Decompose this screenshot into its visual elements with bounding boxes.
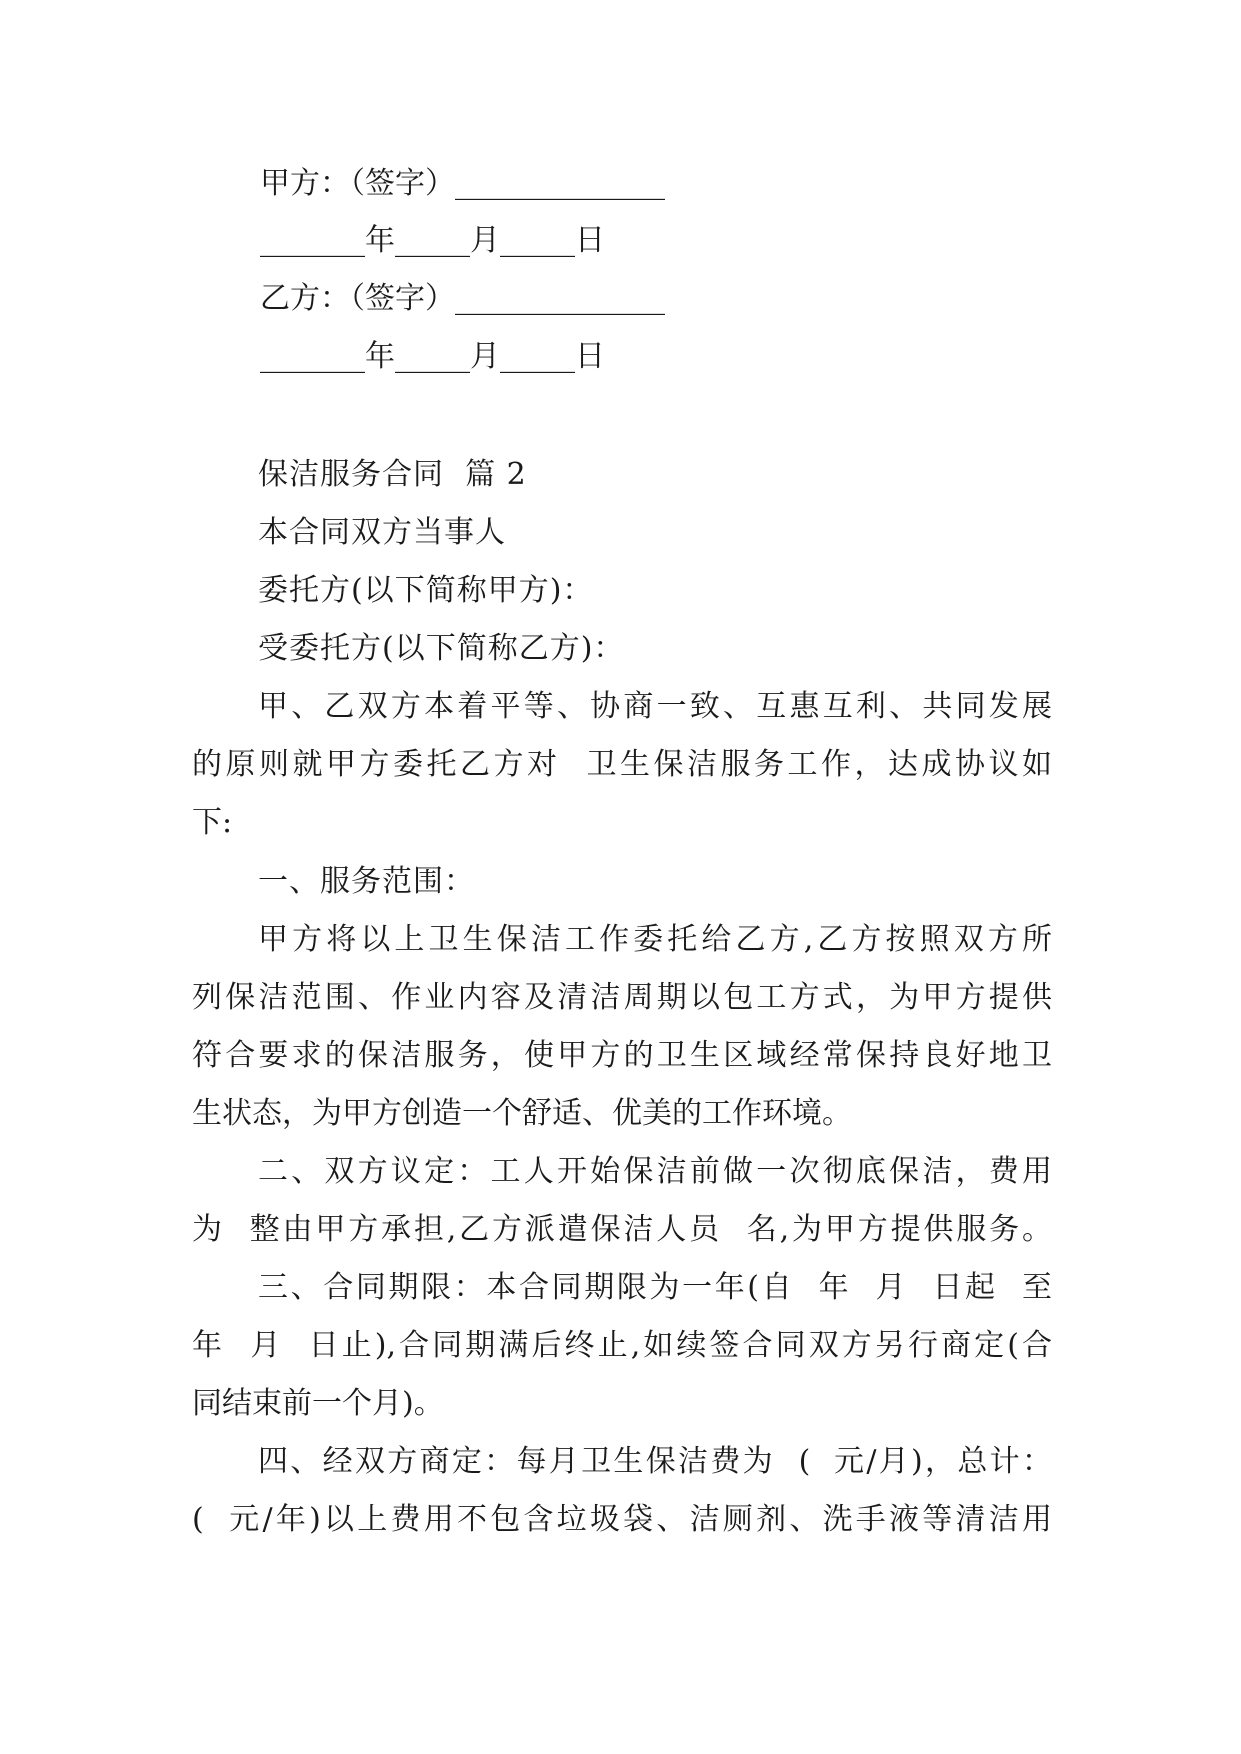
- agreement-line-2: 为 整由甲方承担,乙方派遣保洁人员 名,为甲方提供服务。: [192, 1212, 1052, 1247]
- fee-line-2: ( 元/年)以上费用不包含垃圾袋、洁厕剂、洗手液等清洁用: [192, 1502, 1052, 1537]
- intro-line-1: 甲、乙双方本着平等、协商一致、互惠互利、共同发展: [258, 689, 1052, 724]
- term-line-2: 年 月 日止),合同期满后终止,如续签合同双方另行商定(合: [192, 1328, 1052, 1363]
- term-line-3: 同结束前一个月)。: [192, 1386, 444, 1421]
- intro-line-2: 的原则就甲方委托乙方对 卫生保洁服务工作，达成协议如: [192, 747, 1052, 782]
- intro-line-3: 下:: [192, 805, 233, 840]
- agreement-line-1: 二、双方议定：工人开始保洁前做一次彻底保洁，费用: [258, 1154, 1052, 1189]
- scope-line-1: 甲方将以上卫生保洁工作委托给乙方,乙方按照双方所: [258, 922, 1052, 957]
- party-b-signature-line: 乙方：（签字）______________: [260, 281, 665, 316]
- scope-line-4: 生状态，为甲方创造一个舒适、优美的工作环境。: [192, 1096, 852, 1131]
- party-b-date-line: _______年_____月_____日: [260, 339, 605, 374]
- party-a-date-line: _______年_____月_____日: [260, 223, 605, 258]
- scope-line-2: 列保洁范围、作业内容及清洁周期以包工方式，为甲方提供: [192, 980, 1052, 1015]
- client-line: 委托方(以下简称甲方)：: [258, 573, 594, 608]
- term-line-1: 三、合同期限：本合同期限为一年(自 年 月 日起 至: [258, 1270, 1052, 1305]
- party-a-signature-line: 甲方：（签字）______________: [260, 166, 665, 201]
- scope-line-3: 符合要求的保洁服务，使甲方的卫生区域经常保持良好地卫: [192, 1038, 1052, 1073]
- parties-heading: 本合同双方当事人: [258, 515, 506, 550]
- fee-line-1: 四、经双方商定：每月卫生保洁费为 ( 元/月)，总计：: [258, 1444, 1052, 1479]
- scope-heading: 一、服务范围：: [258, 864, 475, 899]
- contractor-line: 受委托方(以下简称乙方)：: [258, 631, 625, 666]
- section-title: 保洁服务合同 篇 2: [258, 457, 527, 492]
